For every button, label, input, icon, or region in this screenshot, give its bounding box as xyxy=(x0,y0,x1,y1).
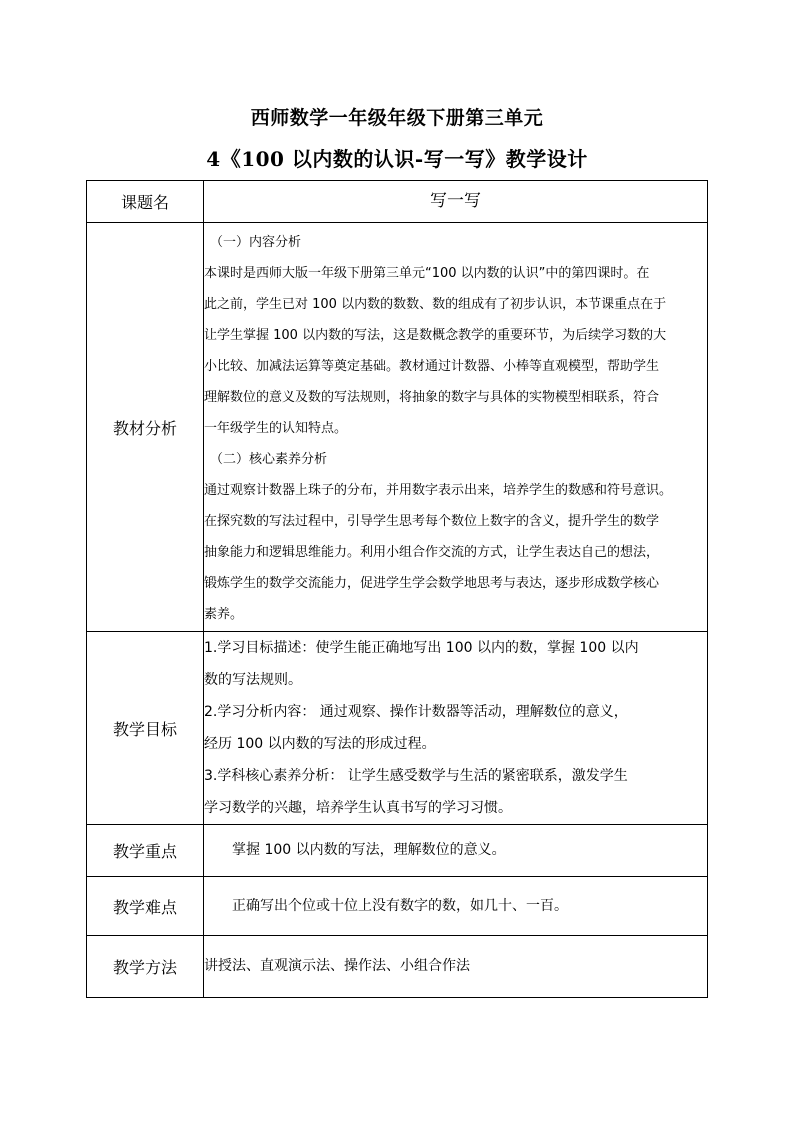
goals-line: 经历 100 以内数的写法的形成过程。 xyxy=(204,736,436,752)
topic-label: 课题名 xyxy=(87,181,204,223)
difficulties-value: 正确写出个位或十位上没有数字的数，如几十、一百。 xyxy=(204,877,708,936)
analysis-line: 让学生掌握 100 以内数的写法，这是数概念教学的重要环节，为后续学习数的大 xyxy=(204,327,667,343)
goals-label: 教学目标 xyxy=(87,632,204,825)
goals-line: 2.学习分析内容： 通过观察、操作计数器等活动，理解数位的意义， xyxy=(204,704,628,720)
analysis-section2-heading: （二）核心素养分析 xyxy=(210,451,328,467)
lesson-plan-table xyxy=(86,180,708,998)
goals-line: 3.学科核心素养分析： 让学生感受数学与生活的紧密联系，激发学生 xyxy=(204,768,628,784)
analysis-line: 抽象能力和逻辑思维能力。利用小组合作交流的方式，让学生表达自己的想法， xyxy=(204,544,660,560)
goals-line: 学习数学的兴趣，培养学生认真书写的学习习惯。 xyxy=(204,800,512,816)
analysis-line: 一年级学生的认知特点。 xyxy=(204,420,348,436)
key-points-label: 教学重点 xyxy=(87,825,204,877)
analysis-line: 小比较、加减法运算等奠定基础。教材通过计数器、小棒等直观模型，帮助学生 xyxy=(204,358,660,374)
analysis-line: 锻炼学生的数学交流能力，促进学生学会数学地思考与表达，逐步形成数学核心 xyxy=(204,575,660,591)
analysis-line: 此之前，学生已对 100 以内数的数数、数的组成有了初步认识，本节课重点在于 xyxy=(204,296,667,312)
table-row-goals xyxy=(87,632,708,825)
table-row-difficulties xyxy=(87,877,708,936)
document-title: 西师数学一年级年级下册第三单元 xyxy=(250,107,544,129)
analysis-section1-heading: （一）内容分析 xyxy=(210,234,302,250)
table-row-topic xyxy=(87,181,708,223)
table-row-methods xyxy=(87,936,708,998)
analysis-line: 本课时是西师大版一年级下册第三单元“100 以内数的认识”中的第四课时。在 xyxy=(204,265,650,281)
table-row-analysis xyxy=(87,223,708,632)
topic-value: 写一写 xyxy=(204,181,708,223)
analysis-line: 理解数位的意义及数的写法规则，将抽象的数字与具体的实物模型相联系，符合 xyxy=(204,389,660,405)
methods-value: 讲授法、直观演示法、操作法、小组合作法 xyxy=(204,936,708,998)
key-points-value: 掌握 100 以内数的写法，理解数位的意义。 xyxy=(204,825,708,877)
table-row-key-points xyxy=(87,825,708,877)
analysis-line: 通过观察计数器上珠子的分布，并用数字表示出来，培养学生的数感和符号意识。 xyxy=(204,482,673,498)
analysis-line: 在探究数的写法过程中，引导学生思考每个数位上数字的含义，提升学生的数学 xyxy=(204,513,660,529)
methods-label: 教学方法 xyxy=(87,936,204,998)
goals-content xyxy=(204,632,708,825)
analysis-line: 素养。 xyxy=(204,606,244,622)
goals-line: 数的写法规则。 xyxy=(204,672,302,688)
document-subtitle: 4《100 以内数的认识-写一写》教学设计 xyxy=(206,147,588,171)
analysis-label: 教材分析 xyxy=(87,223,204,632)
analysis-content xyxy=(204,223,708,632)
goals-line: 1.学习目标描述：使学生能正确地写出 100 以内的数，掌握 100 以内 xyxy=(204,640,639,656)
difficulties-label: 教学难点 xyxy=(87,877,204,936)
